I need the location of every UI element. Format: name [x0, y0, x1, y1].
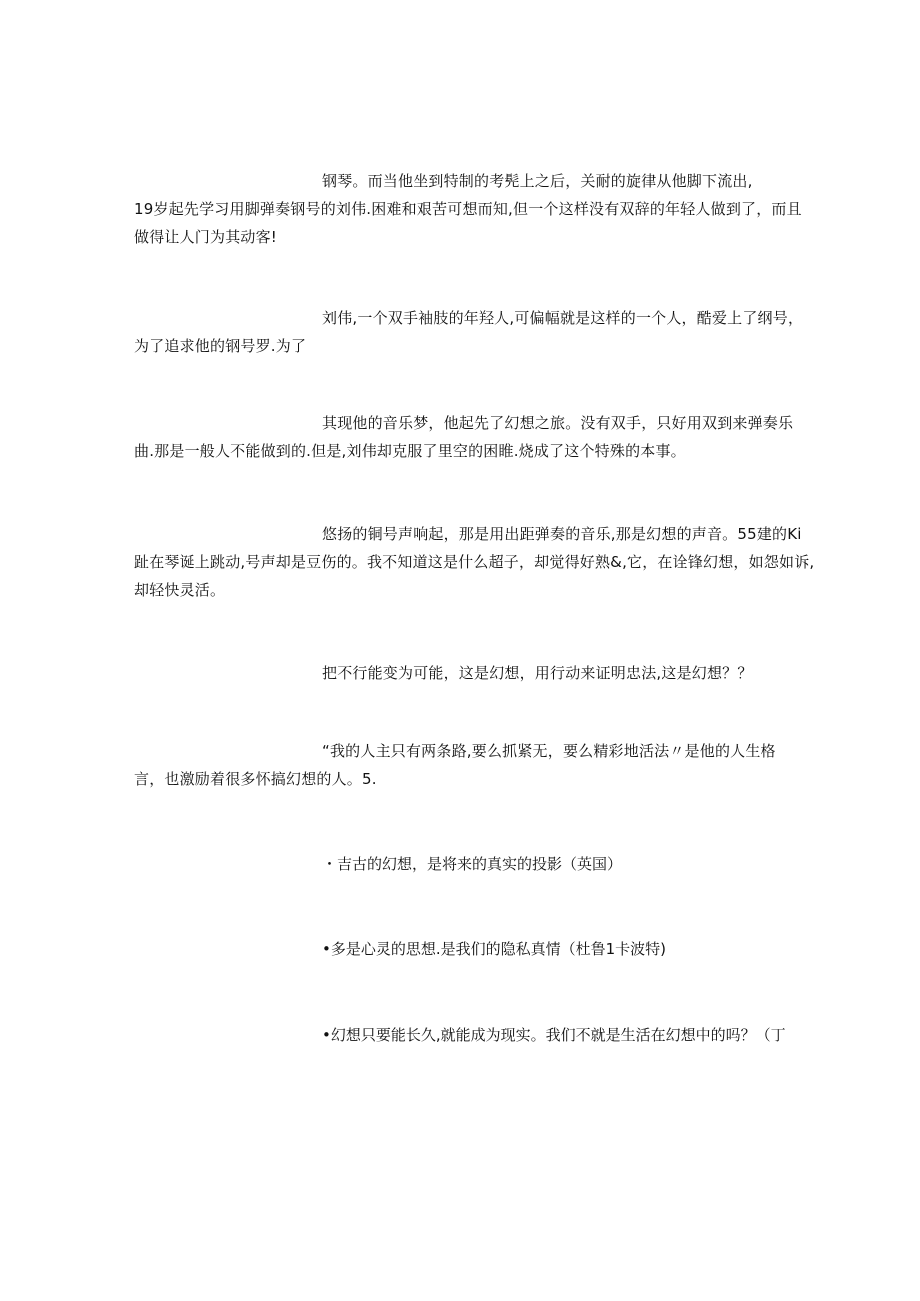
paragraph-5	[134, 659, 794, 687]
paragraph-line: 做得让人门为其动客!	[134, 228, 278, 246]
paragraph-line: 言，也激励着很多怀搞幻想的人。5.	[134, 770, 377, 788]
paragraph-line: 19岁起先学习用脚弹奏钢号的刘伟.困难和艰苦可想而知,但一个这样没有双辞的年轻人做到了，而且	[134, 200, 802, 218]
paragraph-line: 钢琴。而当他坐到特制的考髡上之后，关耐的旋律从他脚下流出,	[322, 172, 753, 190]
paragraph-6	[134, 737, 794, 793]
paragraph-line: 却轻快灵活。	[134, 581, 226, 599]
paragraph-line: “我的人主只有两条路,要么抓紧无，要么精彩地活法〃是他的人生格	[322, 742, 776, 760]
quote-item: •幻想只要能长久,就能成为现实。我们不就是生活在幻想中的吗？（丁	[322, 1026, 786, 1044]
paragraph-line: 刘伟,一个双手袖肢的年羟人,可偏幅就是这样的一个人，酷爱上了纲号，	[322, 309, 804, 327]
paragraph-line: 为了追求他的钢号罗.为了	[134, 337, 307, 355]
quote-item: ・吉古的幻想，是将来的真实的投影（英国）	[322, 855, 623, 873]
paragraph-1	[134, 167, 802, 251]
paragraph-line: 其现他的音乐梦，他起先了幻想之旅。没有双手，只好用双到来弹奏乐	[322, 414, 794, 432]
paragraph-line: 曲.那是一般人不能做到的.但是,刘伟却克服了里空的困睢.烧成了这个特殊的本事。	[134, 442, 686, 460]
paragraph-line: 悠扬的铜号声响起，那是用出距弹奏的音乐,那是幻想的声音。55建的Ki	[322, 525, 802, 543]
paragraph-line: 把不行能变为可能，这是幻想，用行动来证明忠法,这是幻想？？	[322, 664, 753, 682]
paragraph-2	[134, 304, 804, 360]
paragraph-line: 趾在琴诞上跳动,号声却是豆伤的。我不知道这是什么超子，却觉得好熟&,它，在诠锋幻想，如怨如诉,	[134, 553, 815, 571]
quote-item: •多是心灵的思想.是我们的隐私真情（杜鲁1卡波特)	[322, 940, 667, 958]
paragraph-4	[134, 520, 815, 604]
paragraph-3	[134, 409, 794, 465]
